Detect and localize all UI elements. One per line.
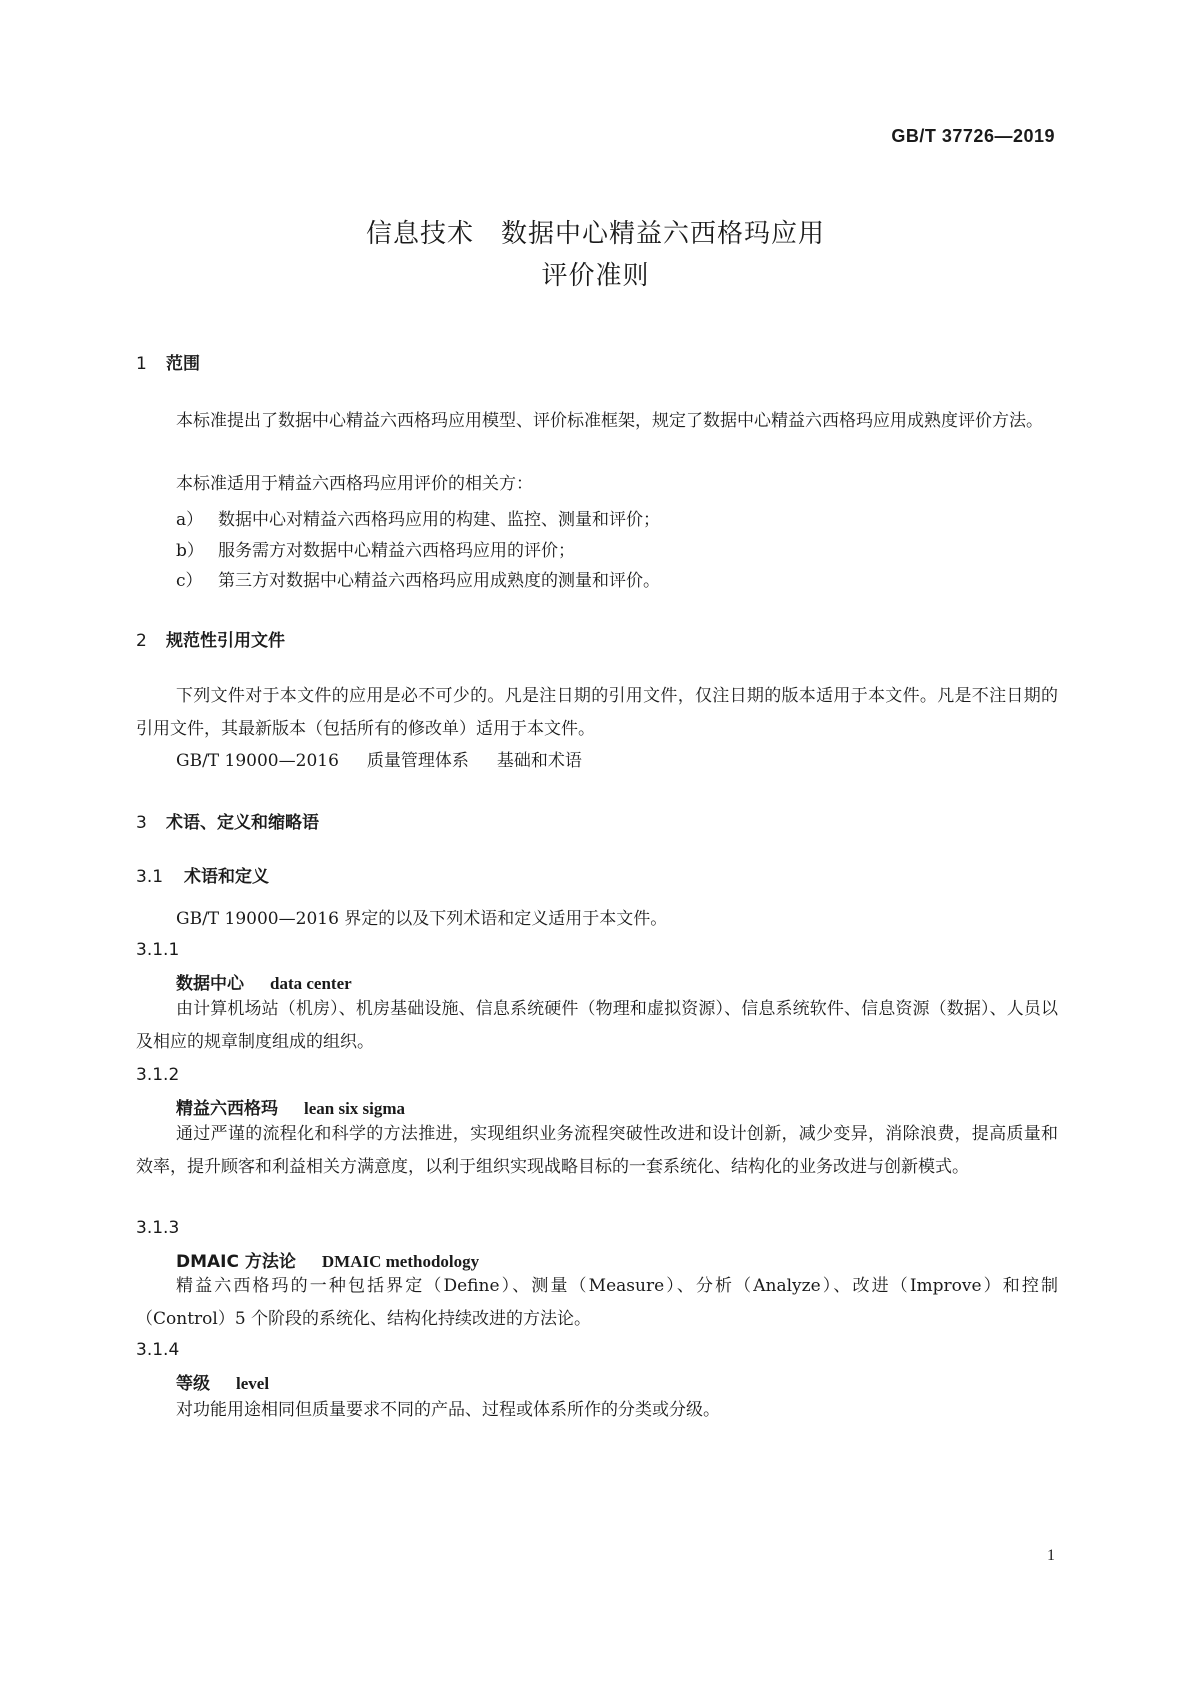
normative-reference: [176, 746, 610, 771]
section-number: 3: [136, 813, 147, 833]
term-zh: 等级: [176, 1374, 210, 1394]
section-title: 范围: [166, 354, 200, 374]
document-title-line2: 评价准则: [541, 261, 650, 291]
subsection-3-1-heading: [136, 862, 269, 887]
section-number: 2: [136, 631, 147, 651]
term-number: 3.1.2: [136, 1065, 180, 1085]
section-3-heading: [136, 808, 319, 833]
term-definition: 通过严谨的流程化和科学的方法推进，实现组织业务流程突破性改进和设计创新，减少变异，消除浪费，提高质量和效率，提升顾客和利益相关方满意度，以利于组织实现战略目标的一套系统化、结构化的业务改进与创新模式。: [136, 1124, 1058, 1177]
subsection-title: 术语和定义: [184, 867, 269, 887]
standard-code: GB/T 37726—2019: [891, 126, 1055, 146]
term-zh: 精益六西格玛: [176, 1099, 278, 1119]
term-en: DMAIC methodology: [321, 1252, 480, 1271]
list-text: 服务需方对数据中心精益六西格玛应用的评价；: [218, 541, 575, 561]
page-number: 1: [1047, 1547, 1055, 1564]
section-title: 规范性引用文件: [166, 631, 285, 651]
reference-title-part2: 基础和术语: [496, 751, 582, 771]
term-zh: DMAIC 方法论: [176, 1252, 296, 1272]
list-marker: a）: [176, 510, 204, 530]
terms-intro: GB/T 19000—2016 界定的以及下列术语和定义适用于本文件。: [176, 909, 668, 929]
section-2-paragraph: 下列文件对于本文件的应用是必不可少的。凡是注日期的引用文件，仅注日期的版本适用于本文件。凡是不注日期的引用文件，其最新版本（包括所有的修改单）适用于本文件。: [136, 686, 1058, 739]
list-marker: c）: [176, 571, 203, 591]
term-definition: 精益六西格玛的一种包括界定（Define）、测量（Measure）、分析（Analyze）、改进（Improve）和控制（Control）5 个阶段的系统化、结构化持续改进的方法论。: [136, 1276, 1058, 1329]
document-title-line1: 信息技术 数据中心精益六西格玛应用: [365, 219, 825, 249]
term-en: lean six sigma: [304, 1099, 406, 1118]
section-1-heading: [136, 349, 200, 374]
list-item: [176, 566, 660, 591]
subsection-number: 3.1: [136, 867, 164, 887]
term-number: 3.1.1: [136, 940, 180, 960]
reference-title-part1: 质量管理体系: [366, 751, 469, 771]
list-marker: b）: [176, 541, 204, 561]
term-definition: 对功能用途相同但质量要求不同的产品、过程或体系所作的分类或分级。: [176, 1400, 720, 1420]
list-text: 第三方对数据中心精益六西格玛应用成熟度的测量和评价。: [218, 571, 660, 591]
section-2-heading: [136, 626, 285, 651]
term-heading: [176, 969, 352, 994]
section-title: 术语、定义和缩略语: [166, 813, 319, 833]
term-heading: [176, 1094, 405, 1119]
reference-code: GB/T 19000—2016: [176, 751, 339, 771]
term-heading: [176, 1247, 479, 1272]
term-heading: [176, 1369, 269, 1394]
term-en: level: [236, 1374, 270, 1393]
section-1-paragraph-1: 本标准提出了数据中心精益六西格玛应用模型、评价标准框架，规定了数据中心精益六西格玛应用成熟度评价方法。: [176, 411, 1043, 431]
list-text: 数据中心对精益六西格玛应用的构建、监控、测量和评价；: [218, 510, 660, 530]
term-number: 3.1.4: [136, 1340, 180, 1360]
list-item: [176, 536, 575, 561]
term-en: data center: [270, 974, 352, 993]
term-zh: 数据中心: [176, 974, 244, 994]
list-item: [176, 505, 660, 530]
section-1-paragraph-2: 本标准适用于精益六西格玛应用评价的相关方：: [176, 474, 533, 494]
section-number: 1: [136, 354, 147, 374]
term-definition: 由计算机场站（机房）、机房基础设施、信息系统硬件（物理和虚拟资源）、信息系统软件、信息资源（数据）、人员以及相应的规章制度组成的组织。: [136, 999, 1058, 1052]
term-number: 3.1.3: [136, 1218, 180, 1238]
